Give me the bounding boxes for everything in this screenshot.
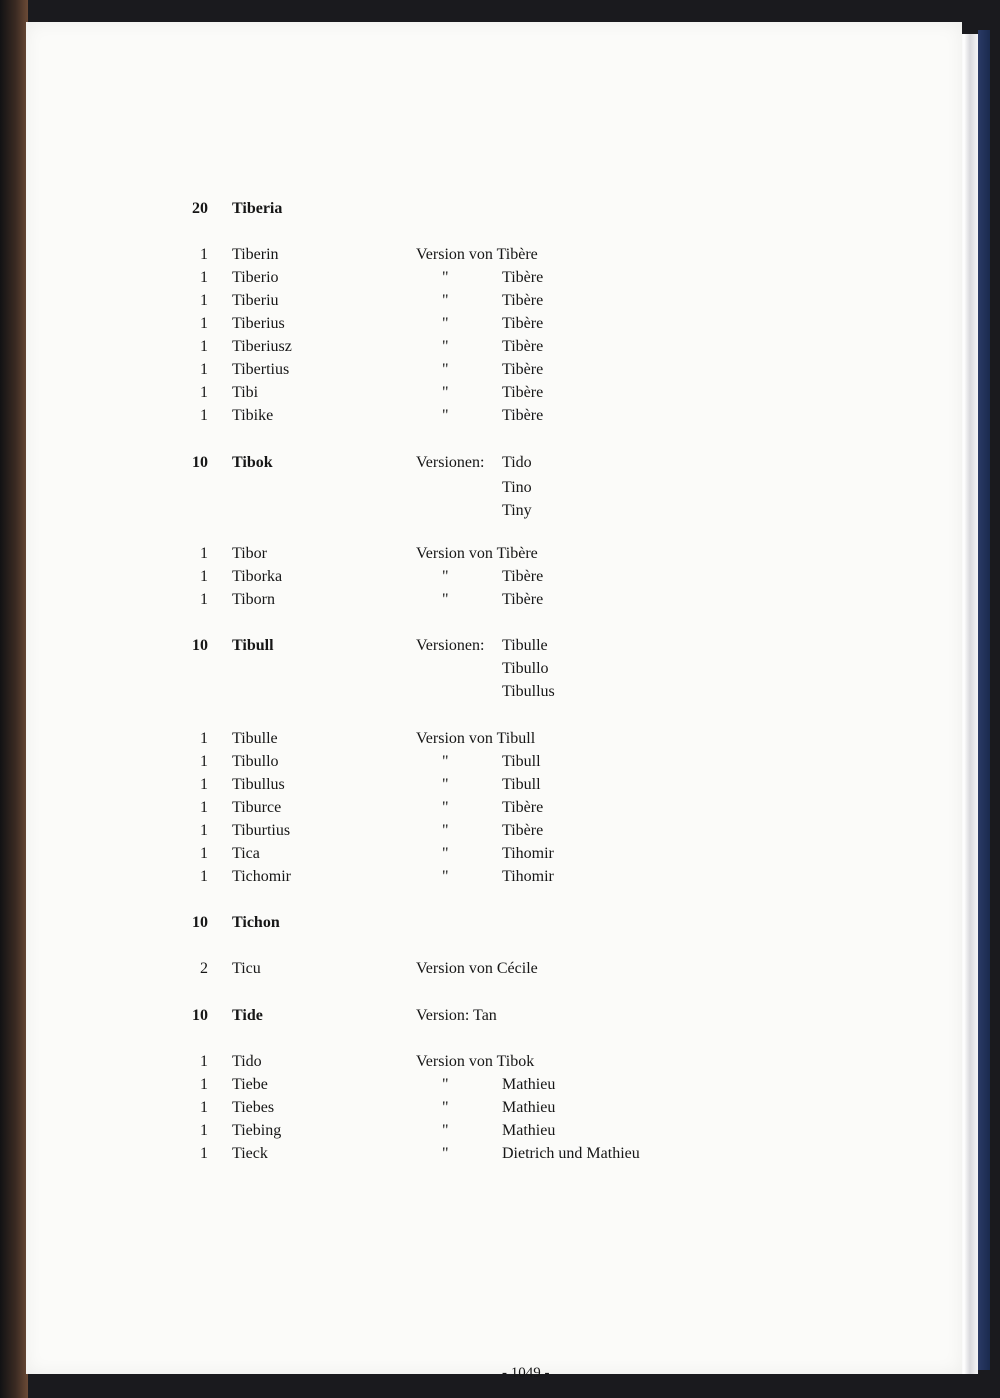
entry-row [186,753,746,775]
entry-reference: Tibère [502,568,544,585]
entry-reference: Tiny [502,502,532,519]
entry-name: Tibor [232,545,267,562]
entry-name: Tiborn [232,591,275,608]
entry-description: Version von Cécile [416,960,538,977]
entry-count: 1 [200,568,208,585]
entry-row [186,269,746,291]
entry-row [186,799,746,821]
entry-name: Tibok [232,454,273,471]
entry-row [186,200,746,222]
entry-name: Tiburtius [232,822,291,839]
entry-name: Tiborka [232,568,283,585]
ditto-mark: " [442,315,449,332]
entry-count: 1 [200,1145,208,1162]
entry-count: 1 [200,753,208,770]
entry-reference: Tibère [502,269,544,286]
entry-reference: Tibère [502,315,544,332]
ditto-mark: " [442,361,449,378]
entry-name: Tibull [232,637,274,654]
ditto-mark: " [442,868,449,885]
entry-name: Tibike [232,407,274,424]
entry-reference: Tido [502,454,532,471]
entry-count: 1 [200,1122,208,1139]
entry-count: 1 [200,845,208,862]
entry-name: Tica [232,845,260,862]
ditto-mark: " [442,845,449,862]
entry-count: 10 [192,914,208,931]
entry-count: 1 [200,246,208,263]
entry-name: Tichon [232,914,280,931]
entry-row [186,960,746,982]
entry-reference: Tibère [502,361,544,378]
entry-count: 10 [192,1007,208,1024]
entry-row [186,502,746,524]
entry-row [186,361,746,383]
entry-reference: Tibull [502,776,541,793]
ditto-mark: " [442,822,449,839]
entry-description: Version von Tibère [416,246,538,263]
entry-count: 10 [192,637,208,654]
entry-name: Tiberia [232,200,283,217]
entry-name: Tiberiusz [232,338,292,355]
entry-description: Versionen: [416,454,485,471]
entry-reference: Tibère [502,799,544,816]
entry-count: 1 [200,1076,208,1093]
entry-row [186,246,746,268]
entry-name: Tieck [232,1145,268,1162]
entry-name: Tibullus [232,776,285,793]
entry-count: 1 [200,799,208,816]
entry-row [186,454,746,476]
entry-name: Tibertius [232,361,290,378]
entry-reference: Tihomir [502,845,554,862]
ditto-mark: " [442,799,449,816]
entry-row [186,338,746,360]
entry-count: 1 [200,776,208,793]
entry-count: 1 [200,407,208,424]
entry-name: Tido [232,1053,262,1070]
book-page [26,22,962,1381]
entry-reference: Tibère [502,407,544,424]
entry-count: 1 [200,1053,208,1070]
entry-count: 1 [200,591,208,608]
entry-row [186,1076,746,1098]
entry-reference: Tibère [502,338,544,355]
entry-reference: Dietrich und Mathieu [502,1145,640,1162]
entry-name: Tiberiu [232,292,279,309]
entry-row [186,568,746,590]
entry-count: 1 [200,868,208,885]
ditto-mark: " [442,568,449,585]
entry-reference: Tibère [502,591,544,608]
entry-reference: Mathieu [502,1122,556,1139]
entry-row [186,914,746,936]
ditto-mark: " [442,1076,449,1093]
entry-count: 1 [200,1099,208,1116]
entry-reference: Tibullus [502,683,555,700]
entry-reference: Tibullo [502,660,549,677]
ditto-mark: " [442,338,449,355]
entry-row [186,479,746,501]
ditto-mark: " [442,407,449,424]
entry-row [186,545,746,567]
entry-reference: Mathieu [502,1076,556,1093]
entry-name: Ticu [232,960,261,977]
entry-count: 1 [200,315,208,332]
ditto-mark: " [442,1145,449,1162]
entry-row [186,591,746,613]
entry-name: Tiberius [232,315,285,332]
entry-reference: Tibère [502,384,544,401]
ditto-mark: " [442,292,449,309]
entry-reference: Tibère [502,292,544,309]
entry-row [186,384,746,406]
entry-row [186,1007,746,1029]
entry-count: 1 [200,361,208,378]
entry-description: Version von Tibull [416,730,536,747]
entry-name: Tiebes [232,1099,275,1116]
entry-row [186,660,746,682]
entry-count: 1 [200,292,208,309]
entry-reference: Tibère [502,822,544,839]
entry-row [186,407,746,429]
entry-row [186,1122,746,1144]
entry-name: Tide [232,1007,263,1024]
entry-row [186,730,746,752]
ditto-mark: " [442,269,449,286]
entry-name: Tiburce [232,799,282,816]
entry-count: 1 [200,545,208,562]
ditto-mark: " [442,753,449,770]
entry-count: 1 [200,730,208,747]
entry-row [186,292,746,314]
book-spine-left [0,0,28,1398]
entry-count: 1 [200,269,208,286]
entry-name: Tiebing [232,1122,282,1139]
entry-count: 20 [192,200,208,217]
entry-row [186,776,746,798]
ditto-mark: " [442,1122,449,1139]
ditto-mark: " [442,591,449,608]
entry-name: Tibullo [232,753,279,770]
book-cover-edge [978,30,990,1370]
ditto-mark: " [442,776,449,793]
entry-count: 2 [200,960,208,977]
entry-reference: Tihomir [502,868,554,885]
entry-name: Tiberio [232,269,279,286]
entry-row [186,822,746,844]
entry-reference: Tibulle [502,637,548,654]
entry-description: Version: Tan [416,1007,497,1024]
entry-count: 10 [192,454,208,471]
entry-name: Tiberin [232,246,279,263]
entry-reference: Mathieu [502,1099,556,1116]
entry-row [186,845,746,867]
entry-row [186,1145,746,1167]
entry-name: Tibi [232,384,259,401]
entry-row [186,683,746,705]
entry-count: 1 [200,822,208,839]
ditto-mark: " [442,1099,449,1116]
entry-name: Tichomir [232,868,291,885]
entry-description: Version von Tibère [416,545,538,562]
entry-reference: Tino [502,479,532,496]
entry-row [186,1099,746,1121]
entry-row [186,315,746,337]
entry-description: Version von Tibok [416,1053,535,1070]
entry-row [186,868,746,890]
entry-name: Tibulle [232,730,278,747]
entry-row [186,637,746,659]
ditto-mark: " [442,384,449,401]
entry-reference: Tibull [502,753,541,770]
entry-name: Tiebe [232,1076,268,1093]
entry-row [186,1053,746,1075]
entry-count: 1 [200,384,208,401]
entry-description: Versionen: [416,637,485,654]
page-number: - 1049 - [502,1365,550,1381]
entry-count: 1 [200,338,208,355]
